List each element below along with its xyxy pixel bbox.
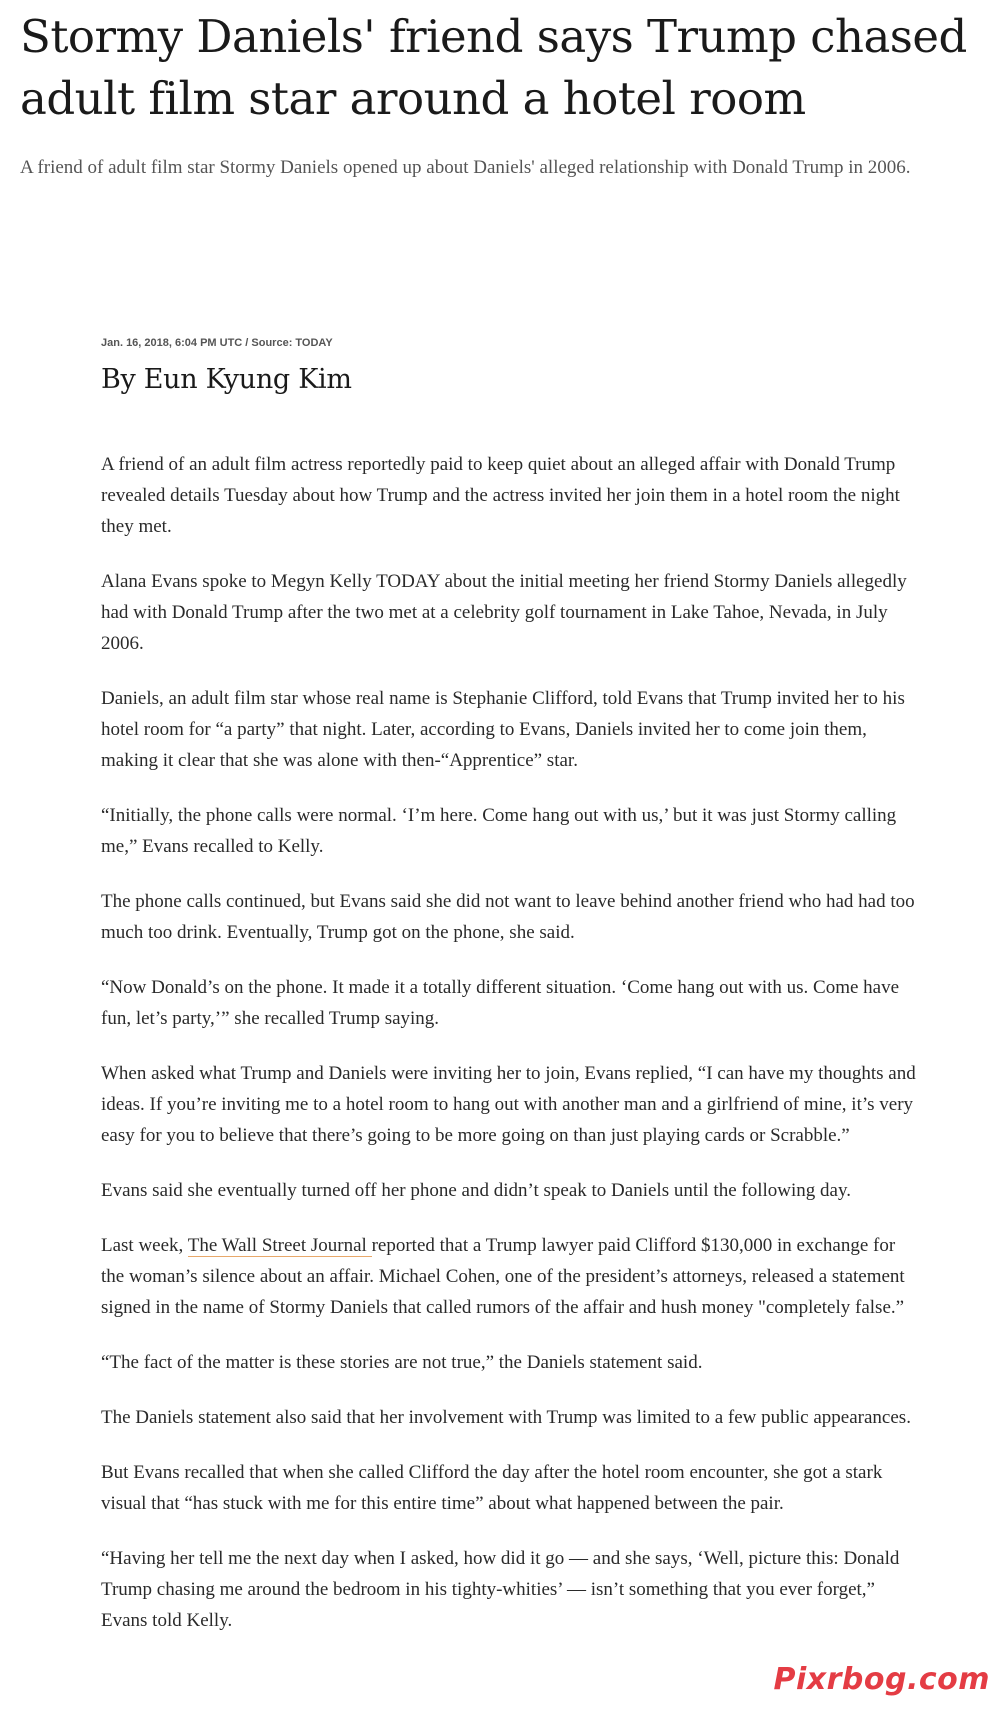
article-meta: Jan. 16, 2018, 6:04 PM UTC / Source: TODAY bbox=[101, 337, 333, 349]
body-paragraph: The phone calls continued, but Evans said she did not want to leave behind another friend who had had too much too drink. Eventually, Trump got on the phone, she said. bbox=[101, 891, 915, 943]
watermark-logo: Pixrbog.com bbox=[773, 1662, 990, 1697]
body-paragraph-wsj bbox=[101, 1230, 916, 1323]
wsj-text-before: Last week, bbox=[101, 1235, 188, 1256]
article-body bbox=[101, 449, 916, 1660]
body-paragraph: But Evans recalled that when she called Clifford the day after the hotel room encounter, she got a stark visual that “has stuck with me for this entire time” about what happened between the pair. bbox=[101, 1462, 883, 1514]
body-paragraph: “Initially, the phone calls were normal. ‘I’m here. Come hang out with us,’ but it was just Stormy calling me,” Evans recalled to Kelly. bbox=[101, 805, 897, 857]
body-paragraph: “Having her tell me the next day when I asked, how did it go — and she says, ‘Well, picture this: Donald Trump chasing me around the bedroom in his tighty-whities’ — isn’t something that you ever forget,” Evans told Kelly. bbox=[101, 1548, 900, 1631]
body-paragraph: Daniels, an adult film star whose real name is Stephanie Clifford, told Evans that Trump invited her to his hotel room for “a party” that night. Later, according to Evans, Daniels invited her to come join them, making it clear that she was alone with then-“Apprentice” star. bbox=[101, 688, 905, 771]
body-paragraph: “The fact of the matter is these stories are not true,” the Daniels statement said. bbox=[101, 1352, 703, 1373]
body-paragraph: “Now Donald’s on the phone. It made it a totally different situation. ‘Come hang out with us. Come have fun, let’s party,’” she recalled Trump saying. bbox=[101, 977, 900, 1029]
article-byline: By Eun Kyung Kim bbox=[101, 364, 352, 395]
body-paragraph: The Daniels statement also said that her involvement with Trump was limited to a few public appearances. bbox=[101, 1407, 911, 1428]
body-paragraph: When asked what Trump and Daniels were inviting her to join, Evans replied, “I can have my thoughts and ideas. If you’re inviting me to a hotel room to hang out with another man and a girlfriend of mine, it’s very easy for you to believe that there’s going to be more going on than just playing cards or Scrabble.” bbox=[101, 1063, 916, 1146]
wsj-link[interactable]: The Wall Street Journal bbox=[187, 1235, 372, 1256]
wsj-text-after: reported that a Trump lawyer paid Clifford $130,000 in exchange for the woman’s silence about an affair. Michael Cohen, one of the president’s attorneys, released a statement signed in the name of Stormy Daniels that called rumors of the affair and hush money "completely false.” bbox=[101, 1235, 905, 1318]
body-paragraph: Alana Evans spoke to Megyn Kelly TODAY about the initial meeting her friend Stormy Daniels allegedly had with Donald Trump after the two met at a celebrity golf tournament in Lake Tahoe, Nevada, in July 2006. bbox=[101, 571, 907, 654]
body-paragraph: Evans said she eventually turned off her phone and didn’t speak to Daniels until the following day. bbox=[101, 1180, 851, 1201]
body-paragraph: A friend of an adult film actress reportedly paid to keep quiet about an alleged affair with Donald Trump revealed details Tuesday about how Trump and the actress invited her join them in a hotel room the night they met. bbox=[101, 454, 900, 537]
article-dek: A friend of adult film star Stormy Daniels opened up about Daniels' alleged relationship with Donald Trump in 2006. bbox=[20, 157, 911, 178]
article-headline: Stormy Daniels' friend says Trump chased adult film star around a hotel room bbox=[20, 10, 967, 125]
